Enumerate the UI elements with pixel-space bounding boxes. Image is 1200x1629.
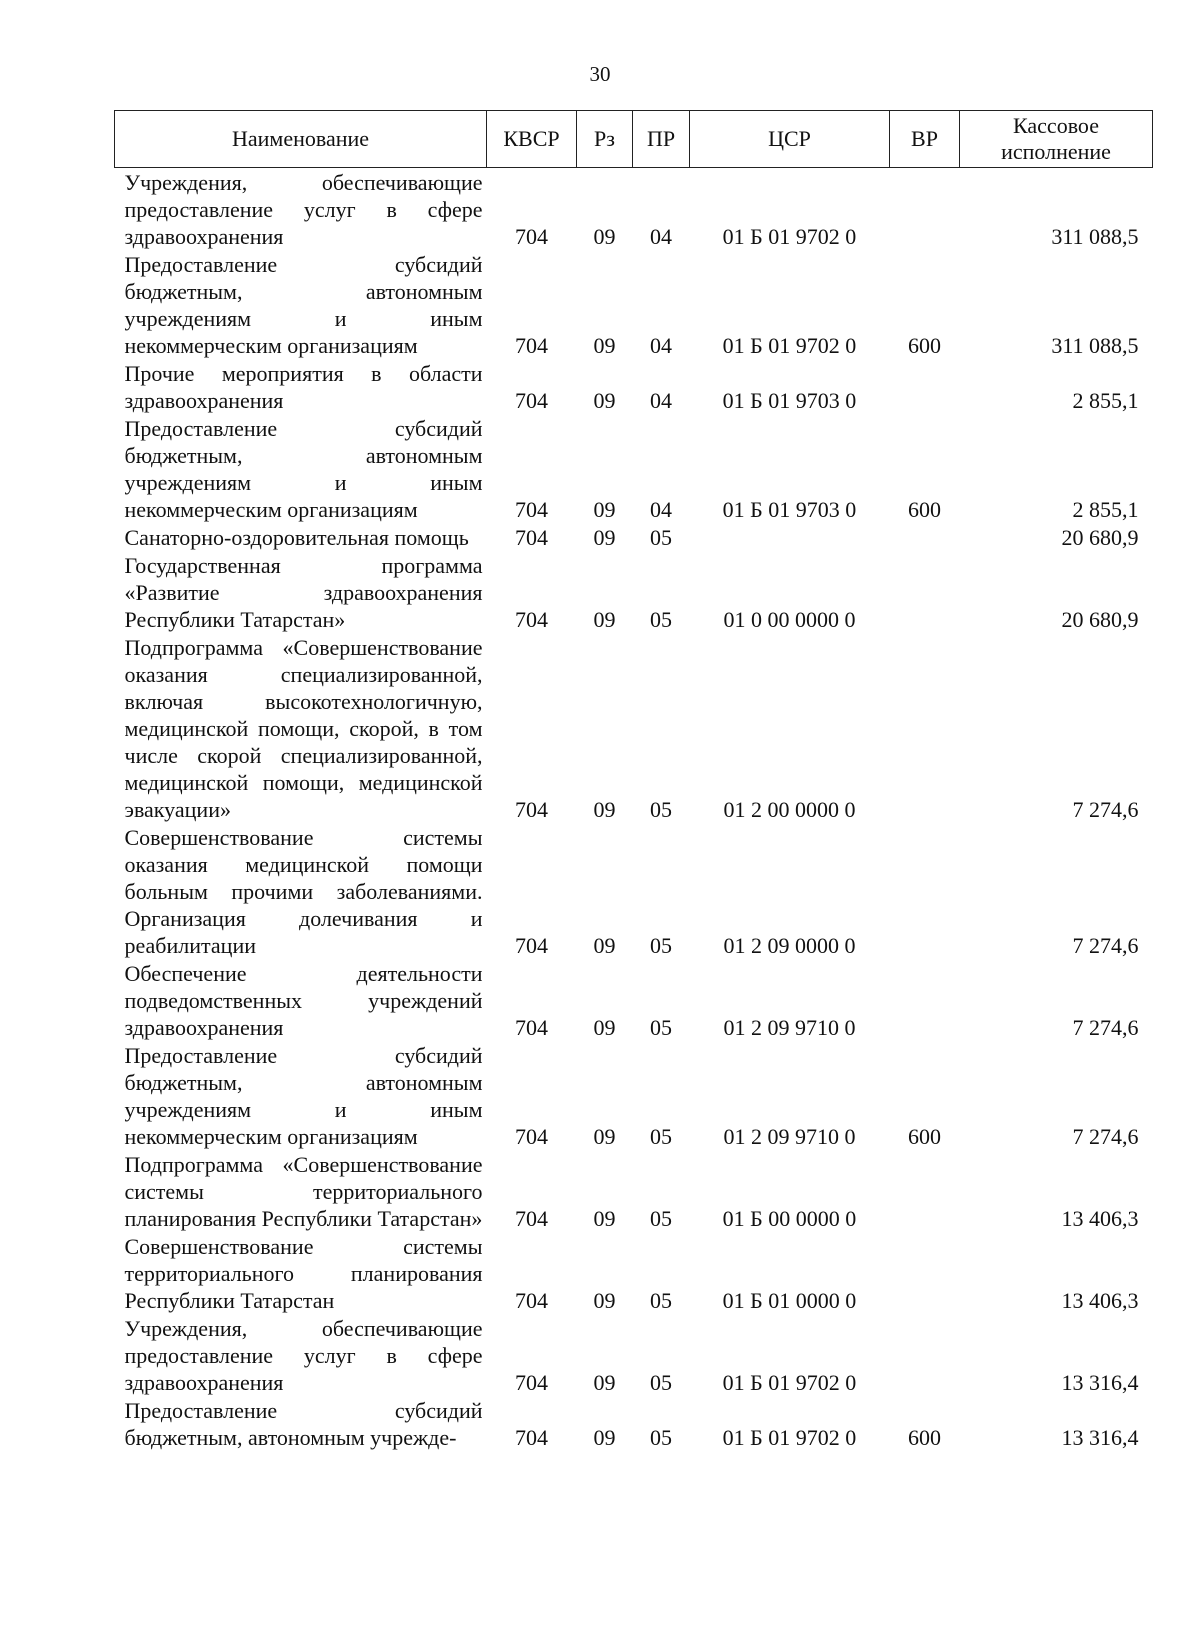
column-header-csr: ЦСР (690, 111, 890, 168)
row-csr: 01 2 09 9710 0 (723, 1015, 856, 1040)
table-row (115, 551, 1153, 633)
column-header-rz: Рз (577, 111, 633, 168)
row-pr: 05 (650, 1288, 672, 1313)
column-header-pr: ПР (633, 111, 690, 168)
row-csr: 01 2 09 9710 0 (723, 1124, 856, 1149)
row-rz: 09 (593, 388, 616, 413)
column-header-vr: ВР (890, 111, 960, 168)
row-vr: 600 (908, 333, 941, 358)
row-pr: 04 (650, 497, 672, 522)
table-row (115, 359, 1153, 414)
row-name: Учреждения, обеспечивающие предоставление услуг в сфере здравоохранения (124, 170, 483, 249)
row-name: Государственная программа «Развитие здравоохранения Республики Татарстан» (124, 553, 483, 632)
row-name: Прочие мероприятия в области здравоохранения (124, 361, 483, 413)
row-name: Учреждения, обеспечивающие предоставление услуг в сфере здравоохранения (124, 1316, 483, 1395)
table-row (115, 168, 1153, 251)
row-vr: 600 (908, 497, 941, 522)
row-csr: 01 Б 01 0000 0 (722, 1288, 857, 1313)
row-sum: 13 316,4 (1061, 1370, 1139, 1395)
row-sum: 311 088,5 (1051, 333, 1139, 358)
row-pr: 05 (650, 607, 672, 632)
row-vr (890, 1150, 960, 1232)
row-csr (690, 523, 890, 551)
row-vr (890, 823, 960, 959)
row-rz: 09 (593, 525, 616, 550)
row-name: Совершенствование системы оказания медицинской помощи больным прочими заболеваниями. Организация долечивания и реабилитации (124, 825, 483, 958)
row-vr (890, 959, 960, 1041)
page-number: 30 (589, 62, 611, 86)
row-csr: 01 Б 01 9703 0 (722, 497, 857, 522)
row-kvsr: 704 (515, 1425, 548, 1450)
row-kvsr: 704 (515, 1288, 548, 1313)
table-row (115, 1041, 1153, 1150)
row-sum: 7 274,6 (1072, 1015, 1139, 1040)
row-kvsr: 704 (515, 933, 548, 958)
row-kvsr: 704 (515, 1124, 548, 1149)
row-vr (890, 1232, 960, 1314)
row-pr: 04 (650, 333, 672, 358)
row-name: Санаторно-оздоровительная помощь (124, 525, 469, 550)
row-rz: 09 (593, 1370, 616, 1395)
row-vr (890, 523, 960, 551)
row-pr: 05 (650, 797, 672, 822)
row-pr: 04 (650, 388, 672, 413)
table-header-row (115, 111, 1153, 168)
table-row (115, 1396, 1153, 1451)
row-pr: 05 (650, 1206, 672, 1231)
row-pr: 05 (650, 1425, 672, 1450)
row-csr: 01 Б 01 9702 0 (722, 224, 857, 249)
row-sum: 7 274,6 (1072, 933, 1139, 958)
table-row (115, 250, 1153, 359)
table-body (115, 168, 1153, 1452)
row-rz: 09 (593, 1425, 616, 1450)
row-pr: 05 (650, 1370, 672, 1395)
table-row (115, 1232, 1153, 1314)
row-kvsr: 704 (515, 525, 548, 550)
row-rz: 09 (593, 933, 616, 958)
row-kvsr: 704 (515, 1206, 548, 1231)
row-name: Предоставление субсидий бюджетным, автономным учреждениям и иным некоммерческим организациям (124, 1043, 483, 1149)
row-sum: 13 406,3 (1061, 1206, 1139, 1231)
row-name: Предоставление субсидий бюджетным, автономным учрежде- (124, 1398, 483, 1450)
row-sum: 7 274,6 (1072, 1124, 1139, 1149)
row-sum: 7 274,6 (1072, 797, 1139, 822)
row-csr: 01 2 00 0000 0 (723, 797, 856, 822)
row-rz: 09 (593, 797, 616, 822)
row-name: Подпрограмма «Совершенствование оказания специализированной, включая высокотехнологичную, медицинской помощи, скорой, в том числе скорой специализированной, медицинской помощи, медицинской эвакуации» (124, 635, 483, 822)
table-row (115, 1314, 1153, 1396)
row-rz: 09 (593, 1288, 616, 1313)
row-name: Предоставление субсидий бюджетным, автономным учреждениям и иным некоммерческим организациям (124, 252, 483, 358)
table-row (115, 959, 1153, 1041)
row-vr (890, 168, 960, 251)
row-pr: 05 (650, 933, 672, 958)
row-name: Обеспечение деятельности подведомственных учреждений здравоохранения (124, 961, 483, 1040)
row-vr: 600 (908, 1124, 941, 1149)
row-csr: 01 2 09 0000 0 (723, 933, 856, 958)
row-csr: 01 Б 01 9702 0 (722, 1370, 857, 1395)
table-row (115, 414, 1153, 523)
row-csr: 01 Б 01 9703 0 (722, 388, 857, 413)
row-kvsr: 704 (515, 333, 548, 358)
row-csr: 01 Б 01 9702 0 (722, 1425, 857, 1450)
column-header-kvsr: КВСР (487, 111, 577, 168)
table-row (115, 633, 1153, 823)
row-vr (890, 1314, 960, 1396)
row-rz: 09 (593, 224, 616, 249)
row-vr (890, 551, 960, 633)
table-row (115, 523, 1153, 551)
row-sum: 13 316,4 (1061, 1425, 1139, 1450)
row-kvsr: 704 (515, 1370, 548, 1395)
table-row (115, 823, 1153, 959)
row-rz: 09 (593, 1015, 616, 1040)
row-name: Предоставление субсидий бюджетным, автономным учреждениям и иным некоммерческим организациям (124, 416, 483, 522)
row-kvsr: 704 (515, 797, 548, 822)
row-rz: 09 (593, 333, 616, 358)
table-row (115, 1150, 1153, 1232)
row-sum: 311 088,5 (1051, 224, 1139, 249)
row-sum: 20 680,9 (1061, 607, 1139, 632)
row-kvsr: 704 (515, 497, 548, 522)
row-csr: 01 Б 00 0000 0 (722, 1206, 857, 1231)
row-pr: 04 (650, 224, 672, 249)
row-kvsr: 704 (515, 224, 548, 249)
row-sum: 2 855,1 (1072, 497, 1139, 522)
row-pr: 05 (650, 1015, 672, 1040)
row-pr: 05 (650, 1124, 672, 1149)
row-kvsr: 704 (515, 388, 548, 413)
row-sum: 20 680,9 (1061, 525, 1139, 550)
row-kvsr: 704 (515, 607, 548, 632)
row-sum: 13 406,3 (1061, 1288, 1139, 1313)
row-pr: 05 (650, 525, 672, 550)
budget-execution-table (114, 110, 1153, 1451)
row-csr: 01 Б 01 9702 0 (722, 333, 857, 358)
row-rz: 09 (593, 1206, 616, 1231)
row-rz: 09 (593, 607, 616, 632)
row-vr (890, 359, 960, 414)
row-sum: 2 855,1 (1072, 388, 1139, 413)
row-rz: 09 (593, 497, 616, 522)
column-header-sum: Кассовое исполнение (960, 111, 1153, 168)
row-name: Подпрограмма «Совершенствование системы территориального планирования Республики Татарстан» (124, 1152, 483, 1231)
row-csr: 01 0 00 0000 0 (723, 607, 856, 632)
row-name: Совершенствование системы территориального планирования Республики Татарстан (124, 1234, 483, 1313)
column-header-name: Наименование (115, 111, 487, 168)
row-kvsr: 704 (515, 1015, 548, 1040)
row-rz: 09 (593, 1124, 616, 1149)
row-vr: 600 (908, 1425, 941, 1450)
row-vr (890, 633, 960, 823)
